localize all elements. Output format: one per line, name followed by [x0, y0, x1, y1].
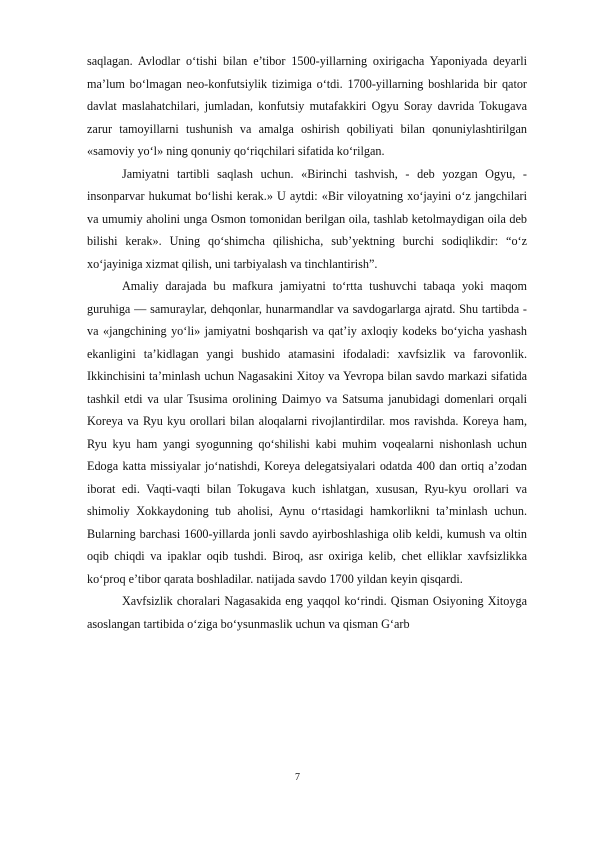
- paragraph-1: saqlagan. Avlodlar o‘tishi bilan e’tibor 1500-yillarning oxirigacha Yaponiyada deyarli ma’lum bo‘lmagan neo-konfutsiylik tizimiga o‘tdi. 1700-yillarning boshlarida bir qator davlat maslahatchilari, jumladan, konfutsiy mutafakkiri Ogyu Soray davrida Tokugava zarur tamoyillarni tushunish va amalga oshirish qobiliyati bilan qonuniylashtirilgan «samoviy yo‘l» ning qonuniy qo‘riqchilari sifatida ko‘rilgan.: [87, 54, 527, 158]
- paragraph-2: Jamiyatni tartibli saqlash uchun. «Birinchi tashvish, - deb yozgan Ogyu, - insonparvar hukumat bo‘lishi kerak.» U aytdi: «Bir viloyatning xo‘jayini o‘z jangchilari va umumiy aholini unga Osmon tomonidan berilgan oila, tashlab ketolmaydigan oila deb bilishi kerak». Uning qo‘shimcha qilishicha, sub’yektning burchi sodiqlikdir: “o‘z xo‘jayiniga xizmat qilish, uni tarbiyalash va tinchlantirish”.: [87, 166, 527, 271]
- body-text: [87, 50, 527, 635]
- page-number: 7: [295, 772, 300, 783]
- paragraph-4: Xavfsizlik choralari Nagasakida eng yaqqol ko‘rindi. Qisman Osiyoning Xitoyga asoslangan tartibida o‘ziga bo‘ysunmaslik uchun va qisman G‘arb: [87, 594, 527, 631]
- paragraph-3: Amaliy darajada bu mafkura jamiyatni to‘rtta tushuvchi tabaqa yoki maqom guruhiga — samuraylar, dehqonlar, hunarmandlar va savdogarlarga ajratd. Shu tartibda - va «jangchining yo‘li» jamiyatni boshqarish va qat’iy axloqiy kodeks bo‘yicha yashash ekanligini ta’kidlagan yangi bushido atamasini ifodaladi: xavfsizlik va farovonlik. Ikkinchisini ta’minlash uchun Nagasakini Xitoy va Yevropa bilan savdo markazi sifatida tashkil etdi va ular Tsusima orolining Daimyo va Satsuma janubidagi domenlari orqali Koreya va Ryu kyu orollari bilan aloqalarni rivojlantirdilar. mos ravishda. Koreya ham, Ryu kyu ham yangi syogunning qo‘shilishi kabi muhim voqealarni nishonlash uchun Edoga katta missiyalar jo‘natishdi, Koreya delegatsiyalari odatda 400 dan ortiq a’zodan iborat edi. Vaqti-vaqti bilan Tokugava kuch ishlatgan, xususan, Ryu-kyu orollari va shimoliy Xokkaydoning tub aholisi, Aynu o‘rtasidagi hamkorlikni ta’minlash uchun. Bularning barchasi 1600-yillarda jonli savdo ayirboshlashiga olib keldi, kumush va oltin oqib chiqdi va ipaklar oqib tushdi. Biroq, asr oxiriga kelib, chet elliklar xavfsizlikka ko‘proq e’tibor qarata boshladilar. natijada savdo 1700 yildan keyin qisqardi.: [87, 279, 527, 586]
